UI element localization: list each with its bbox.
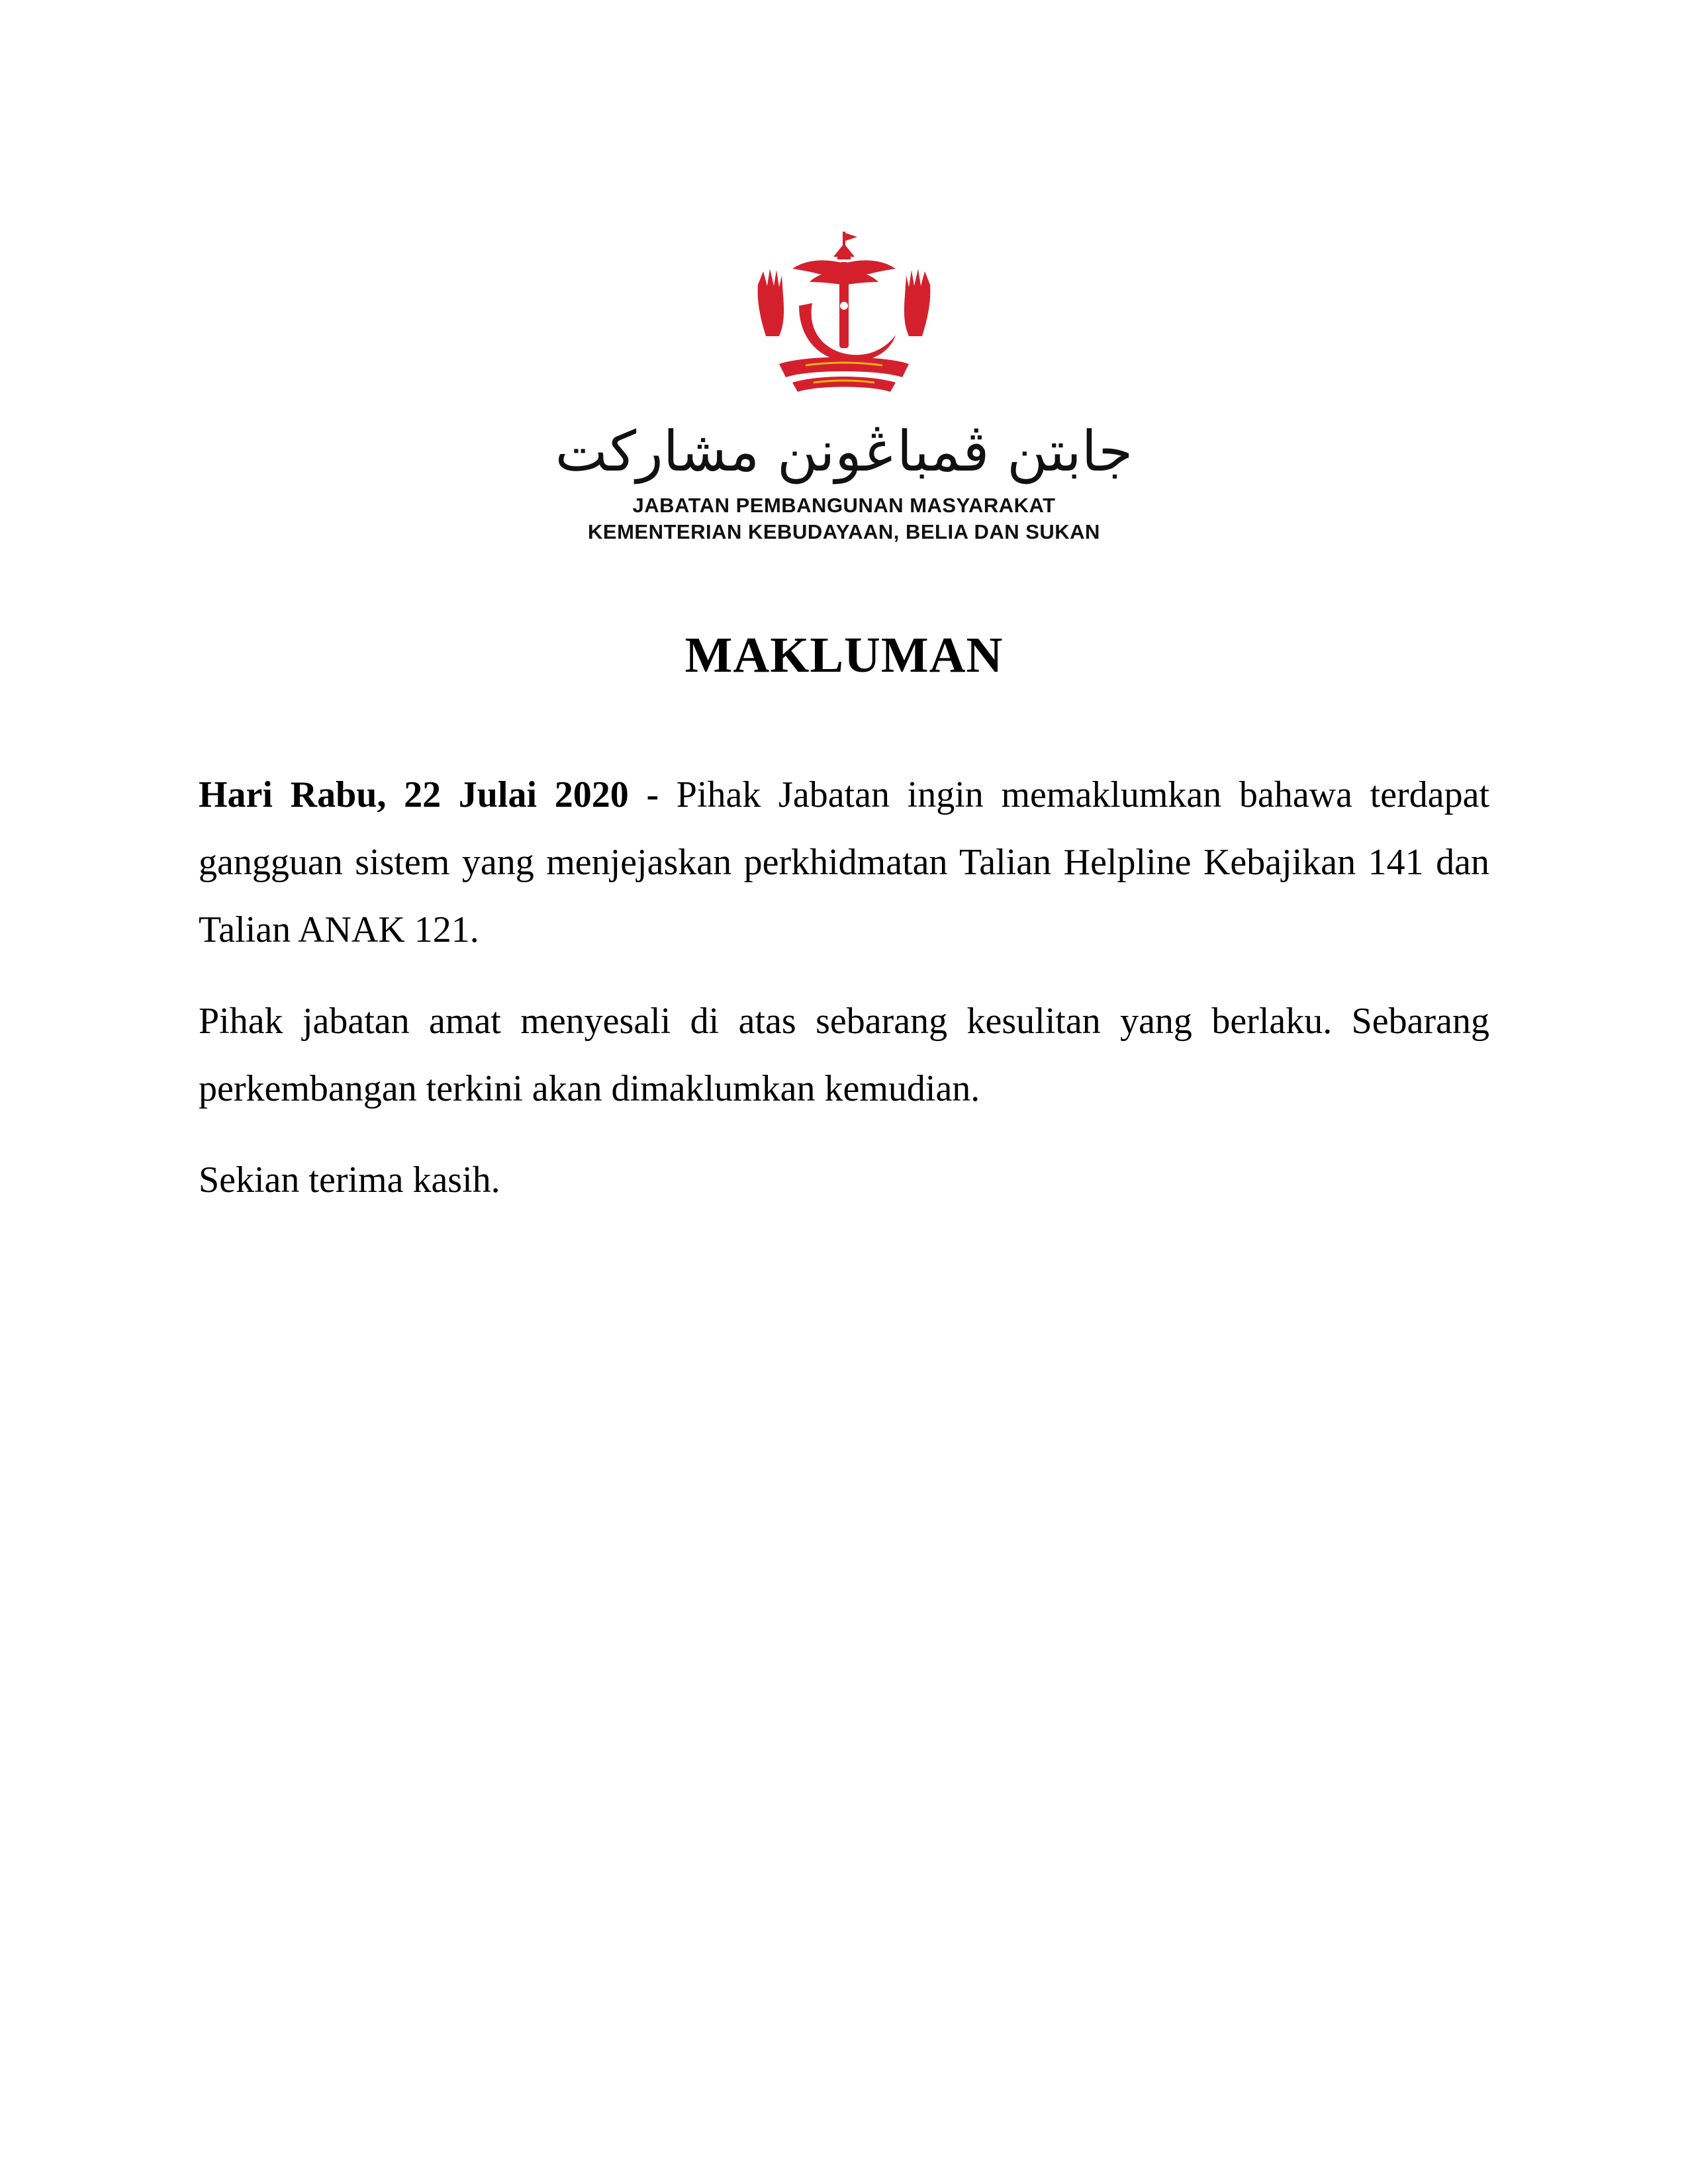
notice-date: Hari Rabu, 22 Julai 2020 - (199, 774, 659, 815)
notice-title: MAKLUMAN (684, 627, 1004, 683)
notice-body (199, 761, 1489, 1238)
ministry-name: KEMENTERIAN KEBUDAYAAN, BELIA DAN SUKAN (588, 520, 1100, 543)
letterhead (0, 232, 1688, 545)
notice-paragraph-2: Pihak jabatan amat menyesali di atas sebarang kesulitan yang berlaku. Sebarang perkembangan terkini akan dimaklumkan kemudian. (199, 1001, 1489, 1109)
department-name: JABATAN PEMBANGUNAN MASYARAKAT (632, 494, 1056, 517)
notice-closing: Sekian terima kasih. (199, 1160, 500, 1201)
notice-paragraph-1 (199, 761, 1489, 964)
notice-paragraph-1-text: Pihak Jabatan ingin memaklumkan bahawa terdapat gangguan sistem yang menjejaskan perkhidmatan Talian Helpline Kebajikan 141 dan Talian ANAK 121. (199, 774, 1490, 950)
brunei-coat-of-arms-icon (753, 232, 935, 392)
department-name-jawi: جابتن ڤمباڠونن مشاركت (555, 419, 1133, 484)
